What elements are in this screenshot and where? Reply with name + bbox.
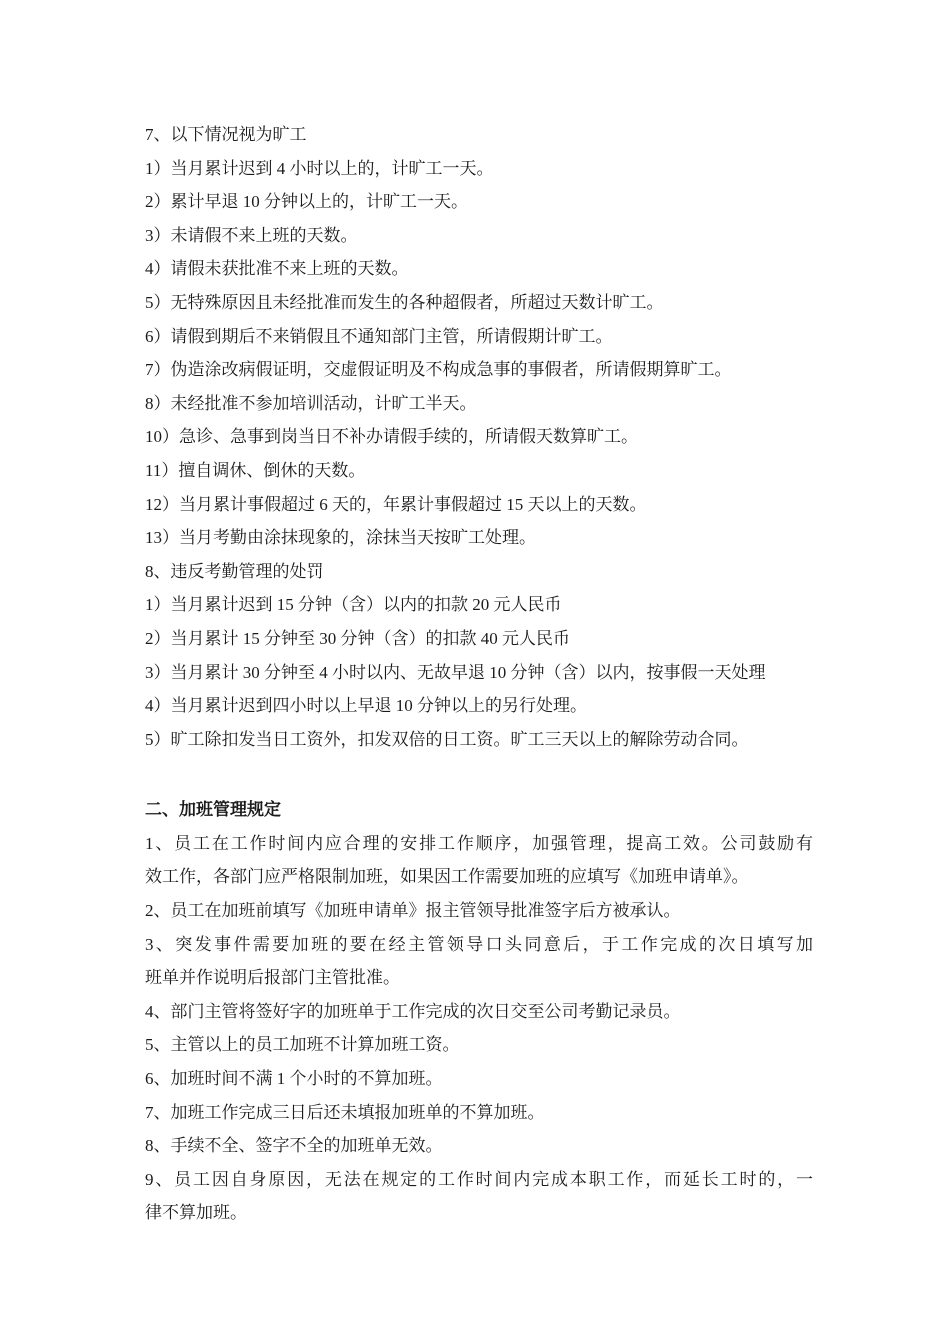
list-item: 13）当月考勤由涂抹现象的，涂抹当天按旷工处理。 xyxy=(145,528,536,548)
overtime-heading: 二、加班管理规定 xyxy=(145,800,281,820)
paragraph-line: 7、加班工作完成三日后还未填报加班单的不算加班。 xyxy=(145,1102,545,1122)
paragraph-line: 效工作，各部门应严格限制加班，如果因工作需要加班的应填写《加班申请单》。 xyxy=(145,867,749,887)
paragraph-line: 8、手续不全、签字不全的加班单无效。 xyxy=(145,1136,443,1156)
list-item: 3）未请假不来上班的天数。 xyxy=(145,225,358,245)
list-item: 11）擅自调休、倒休的天数。 xyxy=(145,460,366,480)
list-item: 2）累计早退 10 分钟以上的，计旷工一天。 xyxy=(145,192,468,212)
list-item: 10）急诊、急事到岗当日不补办请假手续的，所请假天数算旷工。 xyxy=(145,427,638,447)
paragraph-line: 6、加班时间不满 1 个小时的不算加班。 xyxy=(145,1069,443,1089)
list-item: 2）当月累计 15 分钟至 30 分钟（含）的扣款 40 元人民币 xyxy=(145,628,570,648)
list-item: 6）请假到期后不来销假且不通知部门主管，所请假期计旷工。 xyxy=(145,326,613,346)
list-item: 3）当月累计 30 分钟至 4 小时以内、无故早退 10 分钟（含）以内，按事假一天处理 xyxy=(145,662,766,682)
section-gap xyxy=(145,756,813,793)
section-8-title: 8、违反考勤管理的处罚 xyxy=(145,561,324,581)
list-item: 7）伪造涂改病假证明，交虚假证明及不构成急事的事假者，所请假期算旷工。 xyxy=(145,360,732,380)
paragraph-line: 2、员工在加班前填写《加班申请单》报主管领导批准签字后方被承认。 xyxy=(145,901,681,921)
list-item: 5）无特殊原因且未经批准而发生的各种超假者，所超过天数计旷工。 xyxy=(145,292,664,312)
paragraph-line: 9、员工因自身原因，无法在规定的工作时间内完成本职工作，而延长工时的，一 xyxy=(145,1169,813,1189)
list-item: 4）当月累计迟到四小时以上早退 10 分钟以上的另行处理。 xyxy=(145,696,587,716)
list-item: 1）当月累计迟到 15 分钟（含）以内的扣款 20 元人民币 xyxy=(145,595,562,615)
paragraph-line: 律不算加班。 xyxy=(145,1203,247,1223)
paragraph-line: 班单并作说明后报部门主管批准。 xyxy=(145,968,400,988)
paragraph-line: 4、部门主管将签好字的加班单于工作完成的次日交至公司考勤记录员。 xyxy=(145,1001,681,1021)
paragraph-line: 1、员工在工作时间内应合理的安排工作顺序，加强管理，提高工效。公司鼓励有 xyxy=(145,833,813,853)
paragraph-line: 3、突发事件需要加班的要在经主管领导口头同意后，于工作完成的次日填写加 xyxy=(145,934,813,954)
list-item: 5）旷工除扣发当日工资外，扣发双倍的日工资。旷工三天以上的解除劳动合同。 xyxy=(145,729,749,749)
list-item: 12）当月累计事假超过 6 天的，年累计事假超过 15 天以上的天数。 xyxy=(145,494,647,514)
list-item: 1）当月累计迟到 4 小时以上的，计旷工一天。 xyxy=(145,158,494,178)
list-item: 8）未经批准不参加培训活动，计旷工半天。 xyxy=(145,393,477,413)
paragraph-line: 5、主管以上的员工加班不计算加班工资。 xyxy=(145,1035,460,1055)
document-page xyxy=(145,118,813,1230)
list-item: 4）请假未获批准不来上班的天数。 xyxy=(145,259,409,279)
section-7-title: 7、以下情况视为旷工 xyxy=(145,125,307,144)
